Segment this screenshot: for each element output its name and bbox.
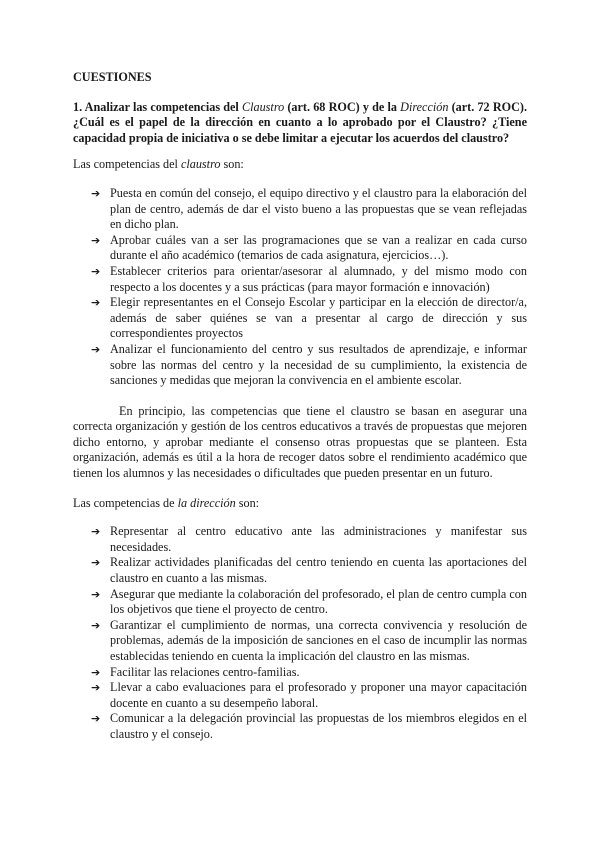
list-item: ➔ Puesta en común del consejo, el equipo directivo y el claustro para la elaboración del plan de centro, además de dar el visto bueno a las propuestas que se vean reflejadas en dicho plan. [91,185,527,232]
claustro-intro: Las competencias del claustro son: [73,157,244,172]
arrow-right-icon: ➔ [91,556,101,570]
list-item: ➔ Analizar el funcionamiento del centro y sus resultados de aprendizaje, e informar sobre las normas del centro y la necesidad de su cumplimiento, la existencia de sanciones y medidas que mejoran la convivencia en el ambiente escolar. [91,341,527,388]
arrow-right-icon: ➔ [91,665,101,679]
question-1: 1. Analizar las competencias del Claustro (art. 68 ROC) y de la Dirección (art. 72 ROC). ¿Cuál es el papel de la dirección en cuanto a lo aprobado por el Claustro? ¿Tiene capacidad propia de iniciativa o se debe limitar a ejecutar los acuerdos del claustro? [73,99,528,145]
list-item: ➔ Realizar actividades planificadas del centro teniendo en cuenta las aportaciones del claustro en cuanto a las mismas. [91,555,527,586]
list-item: ➔ Establecer criterios para orientar/asesorar al alumnado, y del mismo modo con respecto a los docentes y a sus prácticas (para mayor formación e innovación) [91,263,527,294]
arrow-right-icon: ➔ [91,342,101,356]
arrow-right-icon: ➔ [91,296,101,310]
arrow-right-icon: ➔ [91,186,101,200]
list-item: ➔ Comunicar a la delegación provincial las propuestas de los miembros elegidos en el claustro y el consejo. [91,711,527,741]
claustro-term: Claustro [241,99,285,114]
claustro-competencies-list [73,186,527,389]
claustro-summary-paragraph: En principio, las competencias que tiene el claustro se basan en asegurar una correcta organización y gestión de los centros educativos a través de propuestas que mejoren dicho entorno, y aprobar mediante el consenso otras propuestas que se planteen. Esta organización, además es útil a la hora de recoger datos sobre el rendimiento académico que tienen los alumnos y las necesidades o dificultades que pueden presentar en un futuro. [73,403,527,481]
document-page [73,70,527,758]
list-item: ➔ Elegir representantes en el Consejo Escolar y participar en la elección de director/a, además de saber quiénes se van a presentar al cargo de dirección y sus correspondientes proyectos [91,295,527,341]
arrow-right-icon: ➔ [91,264,101,278]
list-item: ➔ Aprobar cuáles van a ser las programaciones que se van a realizar en cada curso durante el año académico (temarios de cada asignatura, ejercicios…). [91,232,527,263]
section-heading: CUESTIONES [73,70,152,84]
arrow-right-icon: ➔ [91,681,101,695]
direccion-term: Dirección [400,99,449,114]
arrow-right-icon: ➔ [91,525,101,539]
direccion-competencies-list [73,524,527,742]
arrow-right-icon: ➔ [91,712,101,726]
list-item: ➔ Facilitar las relaciones centro-familias. [91,664,300,679]
arrow-right-icon: ➔ [91,618,101,632]
arrow-right-icon: ➔ [91,233,101,247]
question-number: 1. [73,99,83,114]
list-item: ➔ Garantizar el cumplimiento de normas, una correcta convivencia y resolución de problemas, además de la imposición de sanciones en el caso de incumplir las normas establecidas teniendo en cuenta la implicación del claustro en las mismas. [91,617,527,663]
list-item: ➔ Representar al centro educativo ante las administraciones y manifestar sus necesidades. [91,524,527,554]
arrow-right-icon: ➔ [91,587,101,601]
list-item: ➔ Llevar a cabo evaluaciones para el profesorado y proponer una mayor capacitación docente en cuanto a su desempeño laboral. [91,680,527,710]
direccion-intro: Las competencias de la dirección son: [73,495,260,510]
list-item: ➔ Asegurar que mediante la colaboración del profesorado, el plan de centro cumpla con los objetivos que tiene el proyecto de centro. [91,586,527,617]
